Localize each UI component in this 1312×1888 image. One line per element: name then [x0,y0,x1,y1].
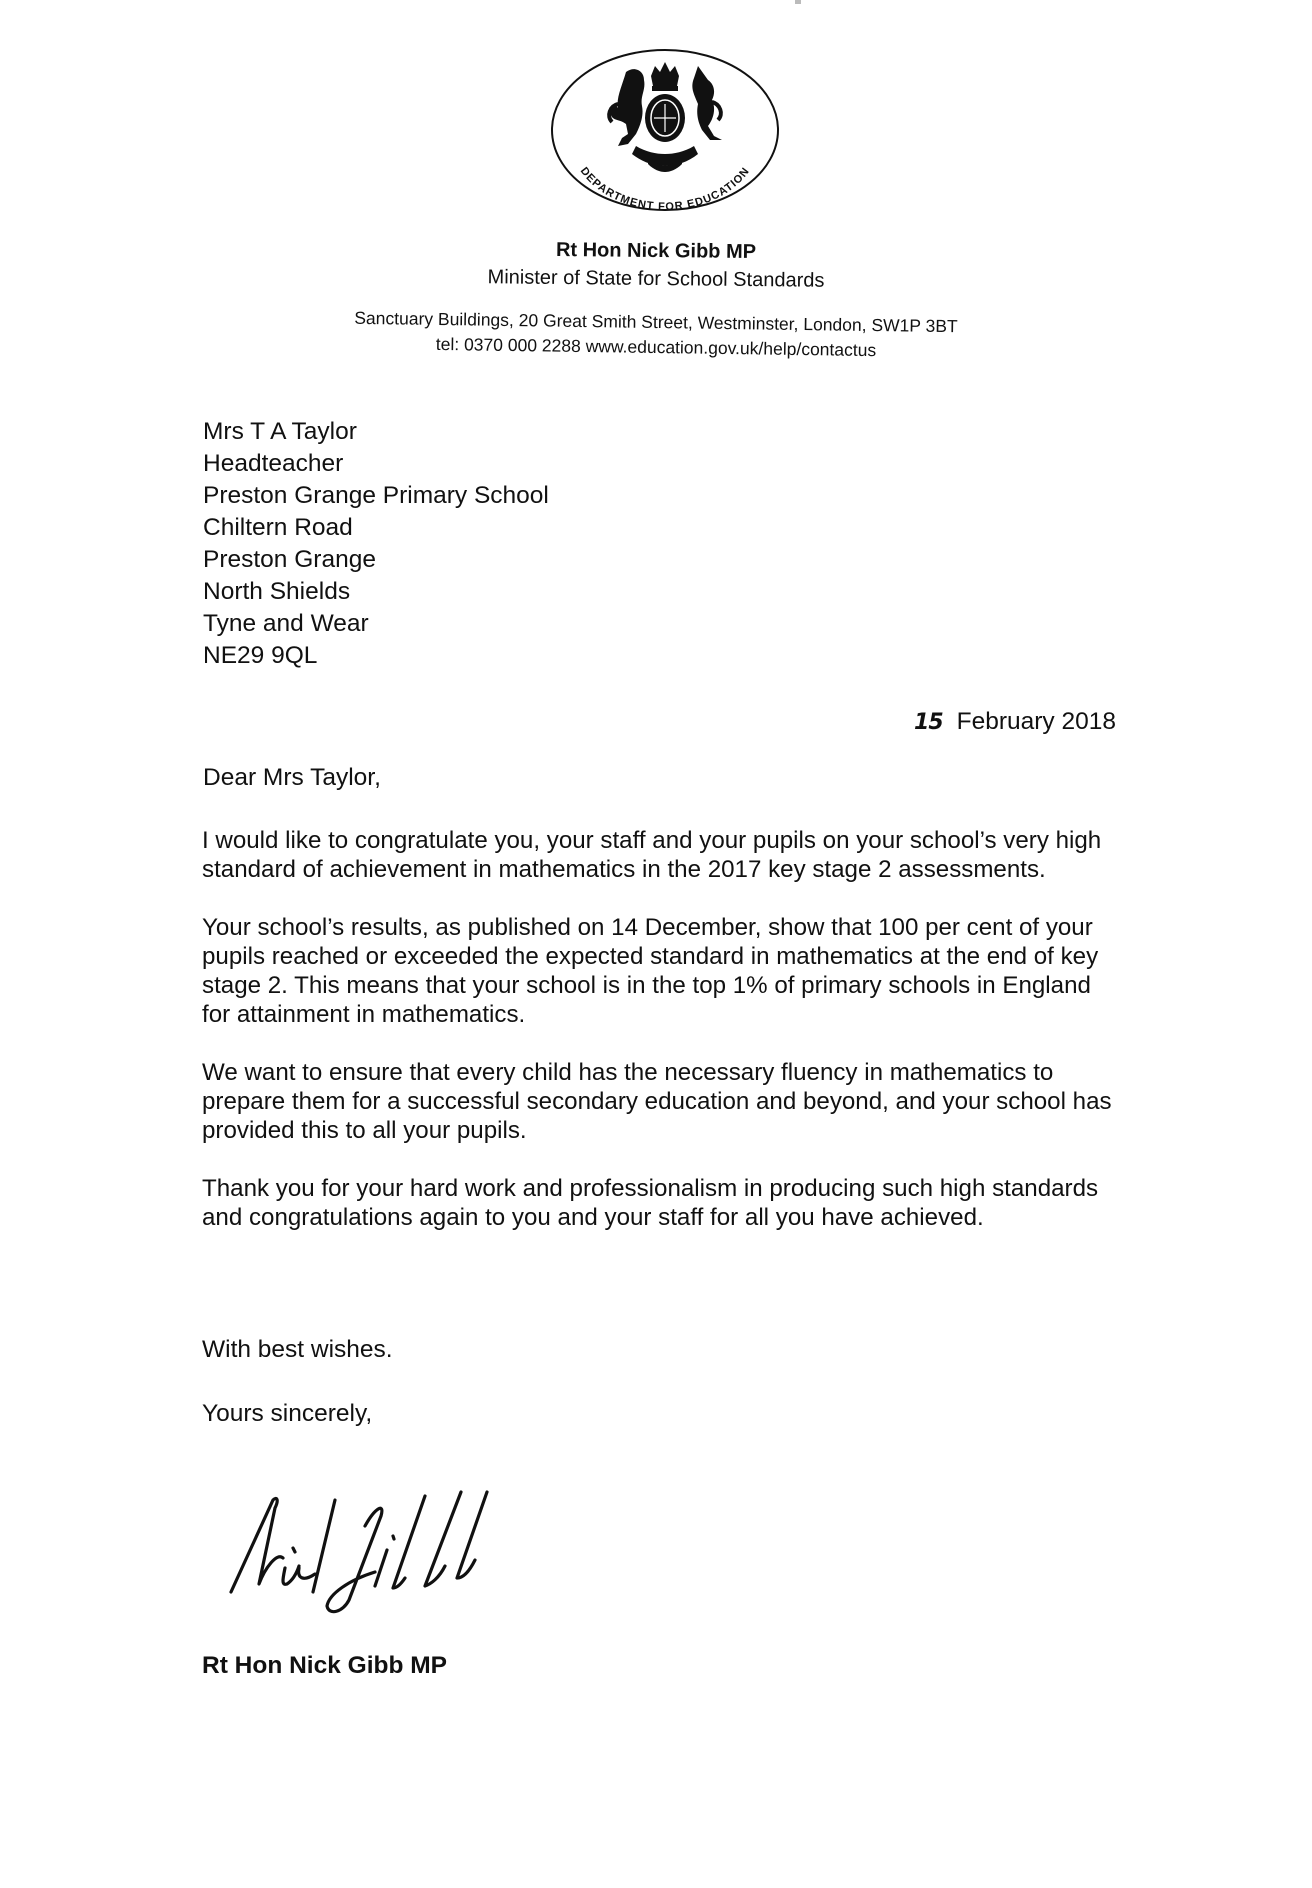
recipient-line: North Shields [203,578,351,605]
closing-sign-off: Yours sincerely, [202,1400,373,1427]
seal-text: DEPARTMENT FOR EDUCATION [577,165,753,214]
recipient-line: Preston Grange Primary School [203,482,549,509]
letter-date [914,708,1116,736]
recipient-line: Preston Grange [203,546,376,573]
handwritten-signature [225,1488,495,1618]
handwritten-day: 15 [914,710,943,735]
body-paragraph: We want to ensure that every child has the necessary fluency in mathematics to prepare them for a successful secondary education and beyond, and your school has provided this to all your pupils. [202,1059,1112,1144]
signer-name: Rt Hon Nick Gibb MP [202,1652,447,1679]
closing-wishes: With best wishes. [202,1336,393,1363]
letterhead-sender-title: Minister of State for School Standards [487,266,825,292]
body-paragraph: I would like to congratulate you, your staff and your pupils on your school’s very high standard of achievement in mathematics in the 2017 key stage 2 assessments. [202,827,1102,883]
letterhead-contact: tel: 0370 000 2288 www.education.gov.uk/help/contactus [435,333,877,361]
salutation: Dear Mrs Taylor, [203,764,381,791]
body-paragraph: Your school’s results, as published on 14 December, show that 100 per cent of your pupils reached or exceeded the expected standard in mathematics at the end of key stage 2. This means that your school is in the top 1% of primary schools in England for attainment in mathematics. [202,914,1099,1028]
recipient-line: Chiltern Road [203,514,353,541]
letterhead-address: Sanctuary Buildings, 20 Great Smith Street, Westminster, London, SW1P 3BT [354,307,958,337]
recipient-line: Mrs T A Taylor [203,418,357,445]
recipient-line: NE29 9QL [203,642,318,669]
body-paragraph: Thank you for your hard work and professionalism in producing such high standards and congratulations again to you and your staff for all you have achieved. [202,1175,1099,1231]
scan-artifact [795,0,801,4]
letterhead-sender-name: Rt Hon Nick Gibb MP [555,238,757,264]
letter-body [202,826,1118,1261]
recipient-line: Headteacher [203,450,344,477]
recipient-line: Tyne and Wear [203,610,369,637]
department-seal [548,46,782,216]
royal-coat-of-arms-icon [609,62,722,172]
recipient-address [203,416,549,672]
date-month-year: February 2018 [956,708,1116,735]
